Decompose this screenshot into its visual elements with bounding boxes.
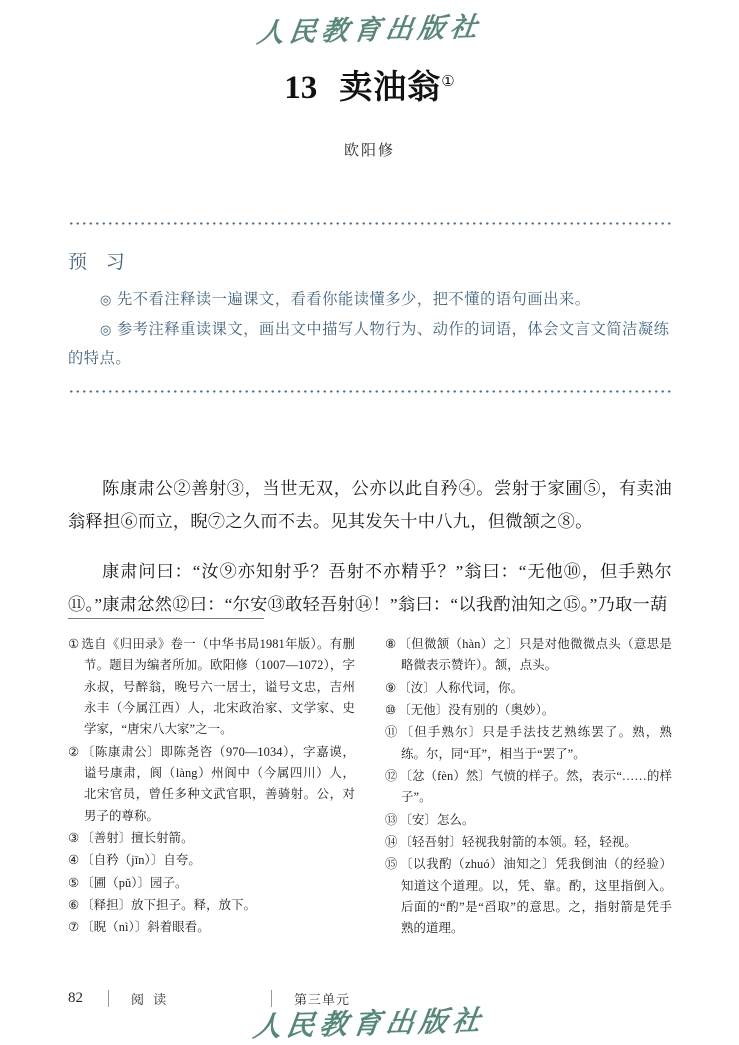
footnote-text: 〔忿（fèn）然〕气愤的样子。然，表示“……的样子”。	[399, 768, 672, 805]
preview-item-text: 先不看注释读一遍课文，看看你能读懂多少，把不懂的语句画出来。	[116, 291, 591, 308]
footnote-text: 〔陈康肃公〕即陈尧咨（970—1034），字嘉谟，谥号康肃，阆（làng）州阆中（今属四川）人，北宋官员，曾任多种文武官职，善骑射。公，对男子的尊称。	[81, 744, 355, 823]
footnotes-section	[68, 634, 672, 941]
publisher-logo-top	[0, 8, 739, 49]
footer-section-label: 阅 读	[131, 992, 170, 1007]
publisher-logo-bottom	[0, 1002, 739, 1042]
title-block	[0, 68, 739, 160]
footnote-marker: ⑬	[385, 812, 398, 827]
footnote-marker: ②	[68, 744, 80, 759]
preview-item	[68, 315, 672, 374]
footnote-text: 〔轻吾射〕轻视我射箭的本领。轻，轻视。	[399, 834, 637, 849]
footnote-marker: ⑨	[385, 680, 397, 695]
footnote-item	[68, 873, 355, 894]
footnote-item	[385, 766, 672, 809]
footnote-marker: ⑪	[385, 725, 399, 740]
body-paragraph: 康肃问曰：“汝⑨亦知射乎？吾射不亦精乎？”翁曰：“无他⑩，但手熟尔⑪。”康肃忿然⑫曰：“尔安⑬敢轻吾射⑭！”翁曰：“以我酌油知之⑮。”乃取一葫	[68, 562, 672, 615]
footnote-item	[385, 810, 672, 831]
footnote-item	[385, 854, 672, 939]
footnote-item	[385, 678, 672, 699]
footnote-marker: ⑮	[385, 857, 399, 872]
footnote-text: 〔圃（pǔ）〕园子。	[81, 875, 188, 890]
footer-unit-label: 第三单元	[294, 992, 351, 1007]
footnote-marker: ⑩	[385, 702, 397, 717]
footnote-text: 选自《归田录》卷一（中华书局1981年版）。有删节。题目为编者所加。欧阳修（1007—1072），字永叔，号醉翁，晚号六一居士，谥号文忠，吉州永丰（今属江西）人，北宋政治家、文学家、史学家，“唐宋八大家”之一。	[81, 637, 355, 737]
footnote-item	[385, 700, 672, 721]
footnote-text: 〔汝〕人称代词，你。	[398, 680, 524, 695]
footnote-marker: ⑤	[68, 875, 80, 890]
bullet-icon: ◎	[100, 292, 112, 307]
preview-section	[68, 222, 672, 393]
footnote-item	[68, 917, 355, 938]
publisher-logo-text: 人民教育出版社	[254, 11, 484, 49]
footnote-marker: ①	[68, 637, 80, 651]
preview-bottom-rule	[68, 390, 672, 393]
footnote-text: 〔但手熟尔〕只是手法技艺熟练罢了。熟，熟练。尔，同“耳”，相当于“罢了”。	[400, 725, 672, 761]
footnote-marker: ⑧	[385, 637, 397, 651]
footnote-text: 〔自矜（jīn）〕自夸。	[81, 853, 201, 868]
footnote-marker: ③	[68, 830, 80, 845]
footnote-text: 〔释担〕放下担子。释，放下。	[81, 897, 257, 912]
footnote-marker: ⑥	[68, 897, 80, 912]
footnote-item	[385, 634, 672, 677]
footnote-marker: ⑫	[385, 768, 398, 783]
page-title	[0, 68, 739, 109]
preview-body	[68, 225, 672, 390]
footnote-marker: ⑭	[385, 834, 398, 849]
lesson-number: 13	[284, 70, 318, 106]
preview-item-text: 参考注释重读课文，画出文中描写人物行为、动作的词语，体会文言文简洁凝练的特点。	[68, 320, 670, 368]
preview-heading: 预 习	[68, 252, 132, 273]
footnote-text: 〔但微颔（hàn）之〕只是对他微微点头（意思是略微表示赞许）。颔，点头。	[398, 637, 672, 673]
footnote-item	[385, 832, 672, 853]
footnote-item	[68, 742, 355, 827]
page-number: 82	[68, 990, 83, 1006]
footnote-separator	[68, 618, 264, 619]
lesson-body	[68, 455, 672, 639]
body-paragraph: 陈康肃公②善射③，当世无双，公亦以此自矜④。尝射于家圃⑤，有卖油翁释担⑥而立，睨⑦之久而不去。见其发矢十中八九，但微颔之⑧。	[68, 479, 672, 532]
footnote-column-left	[68, 634, 355, 941]
footnote-marker: ④	[68, 853, 80, 868]
bullet-icon: ◎	[100, 321, 112, 337]
footnote-item	[68, 828, 355, 849]
footnote-text: 〔安〕怎么。	[399, 812, 475, 827]
footnote-text: 〔以我酌（zhuó）油知之〕凭我倒油（的经验）知道这个道理。以，凭、靠。酌，这里指倒入。后面的“酌”是“舀取”的意思。之，指射箭是凭手熟的道理。	[400, 857, 672, 936]
footnote-item	[68, 895, 355, 916]
publisher-logo-text: 人民教育出版社	[251, 1005, 488, 1044]
footnote-text: 〔善射〕擅长射箭。	[81, 830, 194, 845]
author-name: 欧阳修	[343, 143, 395, 160]
footnote-text: 〔无他〕没有别的（奥妙）。	[398, 702, 555, 717]
footnote-column-right	[385, 634, 672, 941]
footnote-text: 〔睨（nì）〕斜着眼看。	[81, 920, 210, 935]
preview-item	[68, 285, 672, 315]
title-footnote-marker: ①	[441, 73, 455, 90]
footnote-item	[385, 722, 672, 765]
footnote-item	[68, 634, 355, 741]
lesson-title: 卖油翁	[339, 70, 442, 106]
footnote-item	[68, 850, 355, 871]
footnote-marker: ⑦	[68, 920, 80, 935]
